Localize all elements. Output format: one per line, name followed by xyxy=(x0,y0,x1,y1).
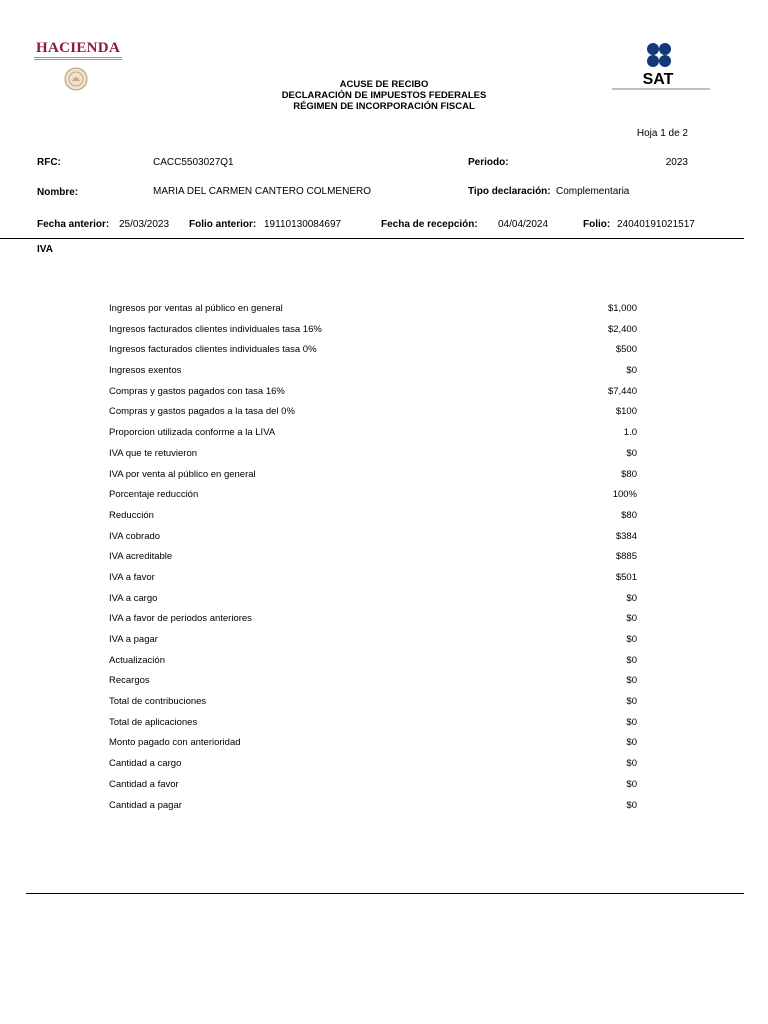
table-row xyxy=(109,551,637,572)
table-row xyxy=(109,406,637,427)
row-amount: $0 xyxy=(626,778,637,790)
row-amount: $0 xyxy=(626,716,637,728)
row-concept: IVA a cargo xyxy=(109,592,158,604)
table-row xyxy=(109,303,637,324)
row-amount: $0 xyxy=(626,592,637,604)
table-row xyxy=(109,386,637,407)
table-row xyxy=(109,510,637,531)
nombre-label: Nombre: xyxy=(37,187,79,198)
table-row xyxy=(109,365,637,386)
table-row xyxy=(109,531,637,552)
fecha-recepcion-label: Fecha de recepción: xyxy=(381,219,478,230)
row-concept: IVA que te retuvieron xyxy=(109,447,198,459)
tipo-declaracion-label: Tipo declaración: xyxy=(468,186,551,197)
table-row xyxy=(109,800,637,821)
row-concept: IVA a pagar xyxy=(109,634,158,645)
fecha-anterior-label: Fecha anterior: xyxy=(37,219,110,230)
row-amount: $7,440 xyxy=(607,385,637,397)
row-concept: Ingresos facturados clientes individuales tasa 0% xyxy=(109,344,317,356)
row-amount: $2,400 xyxy=(607,323,637,335)
table-row xyxy=(109,469,637,490)
table-row xyxy=(109,489,637,510)
row-amount: $0 xyxy=(626,737,637,749)
rfc-label: RFC: xyxy=(37,157,61,168)
row-amount: $885 xyxy=(615,551,637,563)
footer-divider xyxy=(26,893,744,894)
table-row xyxy=(109,613,637,634)
row-amount: $501 xyxy=(615,571,637,583)
row-concept: IVA cobrado xyxy=(109,530,161,542)
row-concept: IVA por venta al público en general xyxy=(109,468,256,480)
section-title: IVA xyxy=(37,244,53,255)
fecha-anterior-value: 25/03/2023 xyxy=(119,219,170,230)
doc-title-line2: DECLARACIÓN DE IMPUESTOS FEDERALES xyxy=(281,90,487,101)
row-concept: Total de aplicaciones xyxy=(109,716,198,728)
row-amount: $100 xyxy=(615,406,637,418)
row-concept: IVA a favor xyxy=(109,571,155,583)
hacienda-logo: HACIENDA xyxy=(36,40,121,56)
row-amount: $1,000 xyxy=(607,303,637,314)
folio-label: Folio: xyxy=(583,219,611,230)
table-row xyxy=(109,696,637,717)
row-amount: $0 xyxy=(626,447,637,459)
row-concept: Cantidad a favor xyxy=(109,778,179,790)
row-concept: IVA a favor de periodos anteriores xyxy=(109,613,252,625)
row-amount: $80 xyxy=(621,468,637,480)
row-concept: Porcentaje reducción xyxy=(109,489,199,501)
row-concept: Ingresos exentos xyxy=(109,365,182,377)
table-row xyxy=(109,634,637,655)
row-concept: Cantidad a pagar xyxy=(109,799,182,811)
row-concept: Total de contribuciones xyxy=(109,696,207,708)
folio-anterior-value: 19110130084697 xyxy=(264,219,342,230)
table-row xyxy=(109,593,637,614)
row-concept: Ingresos facturados clientes individuales tasa 16% xyxy=(109,323,322,335)
row-amount: $500 xyxy=(615,344,637,356)
table-row xyxy=(109,427,637,448)
table-row xyxy=(109,717,637,738)
row-amount: $0 xyxy=(626,613,637,625)
row-amount: $0 xyxy=(626,675,637,687)
nombre-value: MARIA DEL CARMEN CANTERO COLMENERO xyxy=(153,186,371,197)
row-amount: $0 xyxy=(626,634,637,645)
row-concept: Monto pagado con anterioridad xyxy=(109,737,241,749)
table-row xyxy=(109,758,637,779)
row-concept: Proporcion utilizada conforme a la LIVA xyxy=(109,427,276,439)
row-amount: 100% xyxy=(612,489,637,501)
table-row xyxy=(109,572,637,593)
table-row xyxy=(109,344,637,365)
periodo-value: 2023 xyxy=(665,157,688,168)
doc-title-line1: ACUSE DE RECIBO xyxy=(339,79,429,90)
table-row xyxy=(109,655,637,676)
hacienda-logo-subtitle xyxy=(34,57,122,60)
table-row xyxy=(109,324,637,345)
periodo-label: Periodo: xyxy=(468,157,509,168)
row-amount: 1.0 xyxy=(623,427,637,439)
folio-anterior-label: Folio anterior: xyxy=(189,219,257,230)
row-amount: $80 xyxy=(621,509,637,521)
doc-title-line3: RÉGIMEN DE INCORPORACIÓN FISCAL xyxy=(293,101,475,112)
table-row xyxy=(109,448,637,469)
row-concept: Ingresos por ventas al público en general xyxy=(109,303,283,314)
row-amount: $0 xyxy=(626,654,637,666)
row-concept: Cantidad a cargo xyxy=(109,758,182,770)
table-row xyxy=(109,737,637,758)
tipo-declaracion-value: Complementaria xyxy=(556,186,630,197)
row-concept: Compras y gastos pagados a la tasa del 0% xyxy=(109,406,295,418)
row-amount: $0 xyxy=(626,696,637,708)
row-concept: Compras y gastos pagados con tasa 16% xyxy=(109,385,285,397)
iva-table xyxy=(109,303,637,820)
row-amount: $0 xyxy=(626,799,637,811)
rfc-value: CACC5503027Q1 xyxy=(153,157,234,168)
row-amount: $384 xyxy=(615,530,637,542)
table-row xyxy=(109,675,637,696)
row-concept: Recargos xyxy=(109,675,150,687)
fecha-recepcion-value: 04/04/2024 xyxy=(498,219,549,230)
sat-logo-text: SAT xyxy=(642,71,674,88)
page-indicator: Hoja 1 de 2 xyxy=(636,128,688,139)
row-concept: Reducción xyxy=(109,509,154,521)
row-concept: IVA acreditable xyxy=(109,551,173,563)
header-divider xyxy=(0,238,744,239)
row-amount: $0 xyxy=(626,365,637,377)
table-row xyxy=(109,779,637,800)
row-concept: Actualización xyxy=(109,654,165,666)
row-amount: $0 xyxy=(626,758,637,770)
folio-value: 24040191021517 xyxy=(617,219,695,230)
